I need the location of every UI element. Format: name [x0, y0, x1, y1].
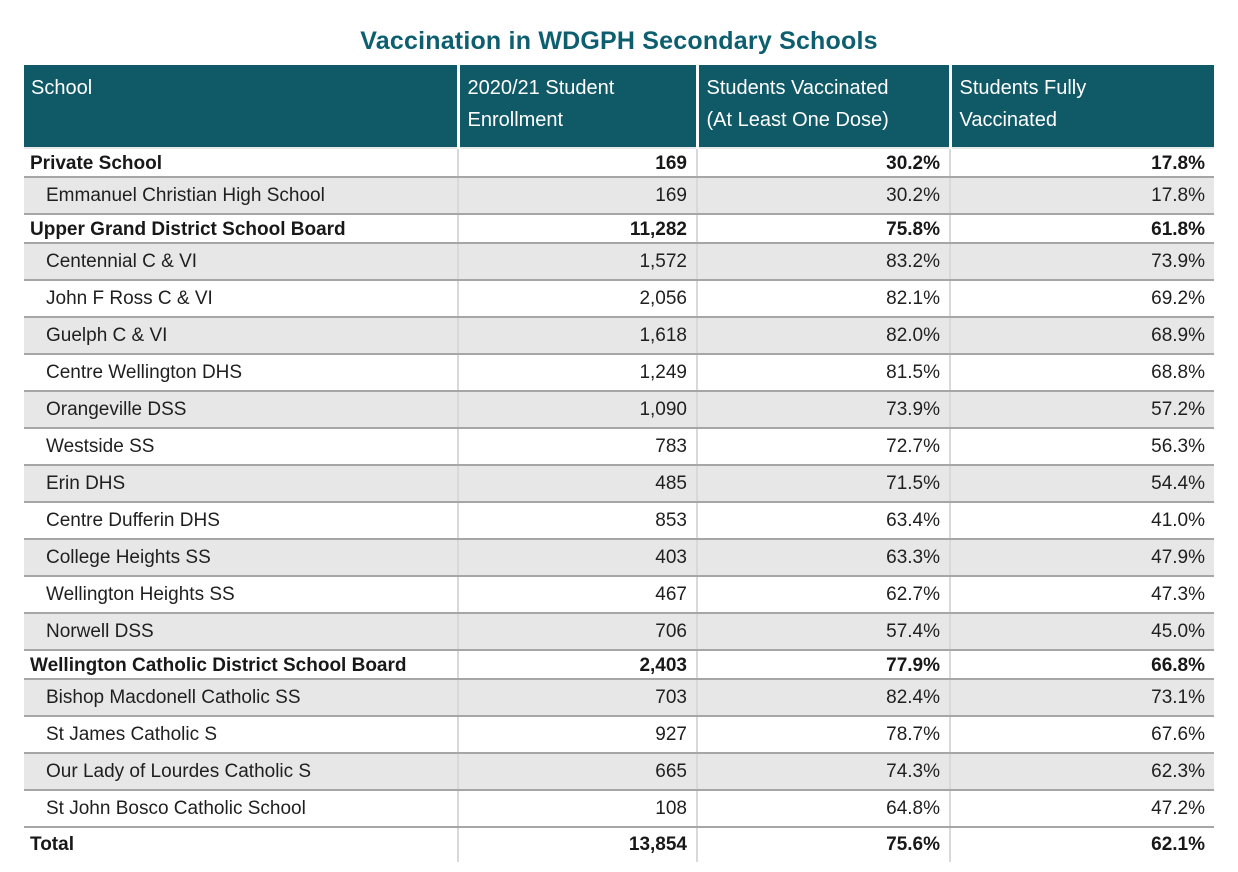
- school-name-cell: Norwell DSS: [24, 613, 458, 650]
- enrollment-cell: 403: [458, 539, 697, 576]
- vaccinated-one-dose-cell: 77.9%: [697, 650, 950, 679]
- fully-vaccinated-cell: 69.2%: [950, 280, 1214, 317]
- section-header-row: [24, 148, 1214, 177]
- enrollment-cell: 169: [458, 177, 697, 214]
- enrollment-cell: 783: [458, 428, 697, 465]
- column-header-vaccinated-one-dose: Students Vaccinated (At Least One Dose): [697, 65, 950, 148]
- fully-vaccinated-cell: 68.9%: [950, 317, 1214, 354]
- total-row: [24, 827, 1214, 862]
- vaccinated-one-dose-cell: 63.4%: [697, 502, 950, 539]
- vaccination-table: [24, 65, 1214, 862]
- vaccinated-one-dose-cell: 63.3%: [697, 539, 950, 576]
- enrollment-cell: 467: [458, 576, 697, 613]
- fully-vaccinated-cell: 47.9%: [950, 539, 1214, 576]
- table-header: [24, 65, 1214, 148]
- enrollment-cell: 1,090: [458, 391, 697, 428]
- fully-vaccinated-cell: 62.1%: [950, 827, 1214, 862]
- enrollment-cell: 665: [458, 753, 697, 790]
- school-name-cell: Westside SS: [24, 428, 458, 465]
- page-title: Vaccination in WDGPH Secondary Schools: [360, 27, 878, 55]
- vaccinated-one-dose-cell: 83.2%: [697, 243, 950, 280]
- enrollment-cell: 1,249: [458, 354, 697, 391]
- vaccinated-one-dose-cell: 82.1%: [697, 280, 950, 317]
- school-row: [24, 280, 1214, 317]
- vaccinated-one-dose-cell: 57.4%: [697, 613, 950, 650]
- fully-vaccinated-cell: 56.3%: [950, 428, 1214, 465]
- fully-vaccinated-cell: 73.9%: [950, 243, 1214, 280]
- school-name-cell: Our Lady of Lourdes Catholic S: [24, 753, 458, 790]
- school-name-cell: Erin DHS: [24, 465, 458, 502]
- enrollment-cell: 2,403: [458, 650, 697, 679]
- school-name-cell: Centre Dufferin DHS: [24, 502, 458, 539]
- vaccinated-one-dose-cell: 74.3%: [697, 753, 950, 790]
- school-name-cell: Centre Wellington DHS: [24, 354, 458, 391]
- school-name-cell: Upper Grand District School Board: [24, 214, 458, 243]
- school-name-cell: St James Catholic S: [24, 716, 458, 753]
- vaccinated-one-dose-cell: 64.8%: [697, 790, 950, 827]
- school-name-cell: Guelph C & VI: [24, 317, 458, 354]
- enrollment-cell: 1,572: [458, 243, 697, 280]
- column-header-enrollment: 2020/21 Student Enrollment: [458, 65, 697, 148]
- school-name-cell: Wellington Catholic District School Board: [24, 650, 458, 679]
- school-name-cell: Bishop Macdonell Catholic SS: [24, 679, 458, 716]
- enrollment-cell: 706: [458, 613, 697, 650]
- school-row: [24, 391, 1214, 428]
- enrollment-cell: 108: [458, 790, 697, 827]
- school-row: [24, 679, 1214, 716]
- vaccinated-one-dose-cell: 30.2%: [697, 177, 950, 214]
- column-header-fully-vaccinated: Students Fully Vaccinated: [950, 65, 1214, 148]
- fully-vaccinated-cell: 73.1%: [950, 679, 1214, 716]
- vaccinated-one-dose-cell: 75.8%: [697, 214, 950, 243]
- column-header-school: School: [24, 65, 458, 148]
- vaccinated-one-dose-cell: 75.6%: [697, 827, 950, 862]
- fully-vaccinated-cell: 54.4%: [950, 465, 1214, 502]
- fully-vaccinated-cell: 17.8%: [950, 177, 1214, 214]
- school-row: [24, 428, 1214, 465]
- fully-vaccinated-cell: 41.0%: [950, 502, 1214, 539]
- school-row: [24, 243, 1214, 280]
- school-name-cell: Total: [30, 834, 74, 855]
- enrollment-cell: 11,282: [458, 214, 697, 243]
- vaccinated-one-dose-cell: 72.7%: [697, 428, 950, 465]
- school-row: [24, 354, 1214, 391]
- vaccinated-one-dose-cell: 81.5%: [697, 354, 950, 391]
- section-header-row: [24, 214, 1214, 243]
- header-row: [24, 65, 1214, 148]
- vaccinated-one-dose-cell: 71.5%: [697, 465, 950, 502]
- enrollment-cell: 2,056: [458, 280, 697, 317]
- enrollment-cell: 169: [458, 148, 697, 177]
- fully-vaccinated-cell: 66.8%: [950, 650, 1214, 679]
- fully-vaccinated-cell: 45.0%: [950, 613, 1214, 650]
- vaccinated-one-dose-cell: 82.4%: [697, 679, 950, 716]
- enrollment-cell: 853: [458, 502, 697, 539]
- vaccinated-one-dose-cell: 78.7%: [697, 716, 950, 753]
- school-name-cell: Orangeville DSS: [24, 391, 458, 428]
- enrollment-cell: 485: [458, 465, 697, 502]
- enrollment-cell: 1,618: [458, 317, 697, 354]
- fully-vaccinated-cell: 17.8%: [950, 148, 1214, 177]
- vaccinated-one-dose-cell: 82.0%: [697, 317, 950, 354]
- fully-vaccinated-cell: 68.8%: [950, 354, 1214, 391]
- enrollment-cell: 13,854: [458, 827, 697, 862]
- school-row: [24, 613, 1214, 650]
- fully-vaccinated-cell: 47.3%: [950, 576, 1214, 613]
- school-name-cell: Centennial C & VI: [24, 243, 458, 280]
- school-row: [24, 790, 1214, 827]
- enrollment-cell: 927: [458, 716, 697, 753]
- school-name-cell: Emmanuel Christian High School: [24, 177, 458, 214]
- fully-vaccinated-cell: 47.2%: [950, 790, 1214, 827]
- fully-vaccinated-cell: 57.2%: [950, 391, 1214, 428]
- school-row: [24, 502, 1214, 539]
- fully-vaccinated-cell: 62.3%: [950, 753, 1214, 790]
- school-row: [24, 539, 1214, 576]
- school-row: [24, 753, 1214, 790]
- fully-vaccinated-cell: 67.6%: [950, 716, 1214, 753]
- school-row: [24, 716, 1214, 753]
- school-row: [24, 465, 1214, 502]
- vaccinated-one-dose-cell: 30.2%: [697, 148, 950, 177]
- school-name-cell: St John Bosco Catholic School: [24, 790, 458, 827]
- school-row: [24, 576, 1214, 613]
- school-name-cell: John F Ross C & VI: [24, 280, 458, 317]
- vaccinated-one-dose-cell: 62.7%: [697, 576, 950, 613]
- vaccinated-one-dose-cell: 73.9%: [697, 391, 950, 428]
- table-body: [24, 148, 1214, 862]
- school-name-cell: College Heights SS: [24, 539, 458, 576]
- school-row: [24, 317, 1214, 354]
- school-name-cell: Wellington Heights SS: [24, 576, 458, 613]
- fully-vaccinated-cell: 61.8%: [950, 214, 1214, 243]
- enrollment-cell: 703: [458, 679, 697, 716]
- section-header-row: [24, 650, 1214, 679]
- school-name-cell: Private School: [24, 148, 458, 177]
- school-row: [24, 177, 1214, 214]
